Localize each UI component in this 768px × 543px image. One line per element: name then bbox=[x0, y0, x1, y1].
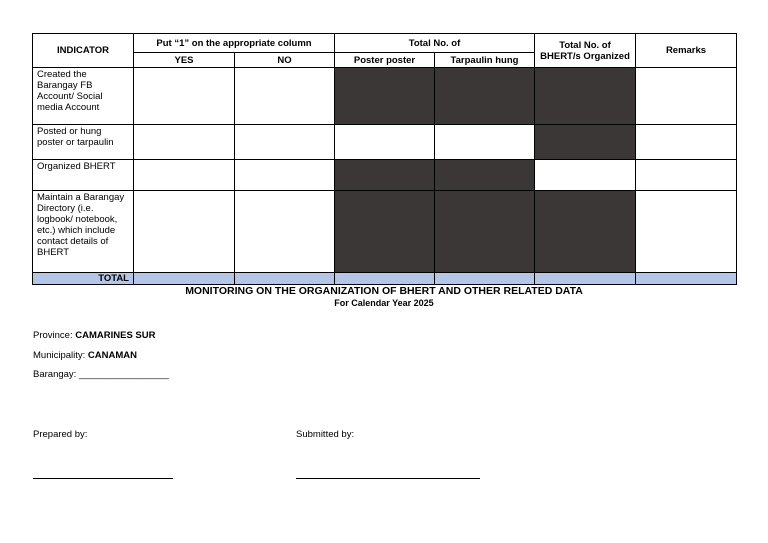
remarks-cell[interactable] bbox=[636, 68, 737, 125]
table-row bbox=[33, 68, 737, 125]
poster-cell[interactable] bbox=[335, 125, 435, 160]
barangay-blank[interactable]: _________________ bbox=[78, 369, 169, 380]
shaded-cell bbox=[335, 191, 435, 273]
shaded-cell bbox=[435, 68, 535, 125]
document-title: MONITORING ON THE ORGANIZATION OF BHERT AND OTHER RELATED DATA bbox=[185, 285, 583, 297]
no-cell[interactable] bbox=[235, 68, 335, 125]
yes-cell[interactable] bbox=[134, 160, 235, 191]
barangay-label: Barangay: bbox=[33, 369, 77, 380]
header-put-one: Put “1” on the appropriate column bbox=[134, 34, 335, 53]
remarks-cell[interactable] bbox=[636, 160, 737, 191]
remarks-cell[interactable] bbox=[636, 191, 737, 273]
shaded-cell bbox=[535, 191, 636, 273]
yes-cell[interactable] bbox=[134, 191, 235, 273]
shaded-cell bbox=[435, 160, 535, 191]
submitted-by-signature-line[interactable] bbox=[296, 478, 480, 479]
row-indicator: Created the Barangay FB Account/ Social media Account bbox=[33, 68, 134, 125]
municipality-field bbox=[33, 350, 137, 361]
province-label: Province: bbox=[33, 330, 73, 341]
barangay-field bbox=[33, 369, 169, 380]
prepared-by-label: Prepared by: bbox=[33, 429, 88, 440]
header-tarpaulin: Tarpaulin hung bbox=[435, 53, 535, 68]
total-row bbox=[33, 273, 737, 285]
shaded-cell bbox=[335, 160, 435, 191]
province-value: CAMARINES SUR bbox=[75, 330, 156, 341]
municipality-value: CANAMAN bbox=[87, 350, 137, 361]
total-yes-cell[interactable] bbox=[134, 273, 235, 285]
table-row bbox=[33, 160, 737, 191]
total-poster-cell[interactable] bbox=[335, 273, 435, 285]
submitted-by-label: Submitted by: bbox=[296, 429, 355, 440]
province-field bbox=[33, 330, 155, 341]
no-cell[interactable] bbox=[235, 191, 335, 273]
header-total-bhert: Total No. of BHERT/s Organized bbox=[535, 34, 636, 68]
no-cell[interactable] bbox=[235, 125, 335, 160]
header-indicator: INDICATOR bbox=[33, 34, 134, 68]
document-subtitle: For Calendar Year 2025 bbox=[334, 298, 434, 308]
total-no-cell[interactable] bbox=[235, 273, 335, 285]
header-no: NO bbox=[235, 53, 335, 68]
municipality-label: Municipality: bbox=[33, 350, 86, 361]
shaded-cell bbox=[335, 68, 435, 125]
total-bhert-cell[interactable] bbox=[535, 160, 636, 191]
yes-cell[interactable] bbox=[134, 68, 235, 125]
row-indicator: Organized BHERT bbox=[33, 160, 134, 191]
monitoring-table bbox=[32, 33, 737, 285]
total-tarpaulin-cell[interactable] bbox=[435, 273, 535, 285]
remarks-cell[interactable] bbox=[636, 125, 737, 160]
header-total-no-of: Total No. of bbox=[335, 34, 535, 53]
tarpaulin-cell[interactable] bbox=[435, 125, 535, 160]
table-row bbox=[33, 125, 737, 160]
shaded-cell bbox=[535, 68, 636, 125]
shaded-cell bbox=[535, 125, 636, 160]
total-bhert-sum-cell[interactable] bbox=[535, 273, 636, 285]
yes-cell[interactable] bbox=[134, 125, 235, 160]
no-cell[interactable] bbox=[235, 160, 335, 191]
table-row bbox=[33, 191, 737, 273]
header-poster: Poster poster bbox=[335, 53, 435, 68]
total-remarks-cell[interactable] bbox=[636, 273, 737, 285]
prepared-by-signature-line[interactable] bbox=[33, 478, 173, 479]
row-indicator: Posted or hung poster or tarpaulin bbox=[33, 125, 134, 160]
shaded-cell bbox=[435, 191, 535, 273]
header-remarks: Remarks bbox=[636, 34, 737, 68]
row-indicator: Maintain a Barangay Directory (i.e. logbook/ notebook, etc.) which include contact details of BHERT bbox=[33, 191, 134, 273]
header-yes: YES bbox=[134, 53, 235, 68]
total-label: TOTAL bbox=[33, 273, 134, 285]
